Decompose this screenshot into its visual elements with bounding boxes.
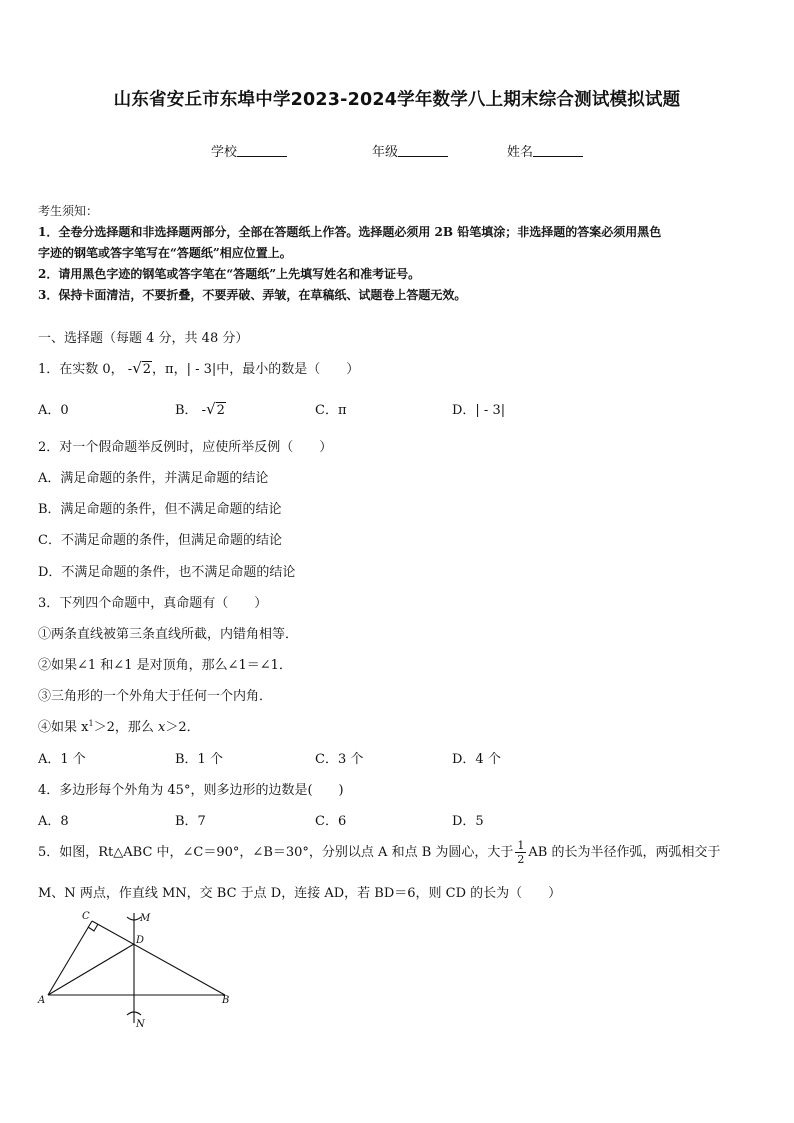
q4-option-a[interactable]: A．8 — [38, 814, 69, 829]
q3-option-d[interactable]: D．4 个 — [452, 752, 501, 767]
q2-option-a[interactable]: A．满足命题的条件，并满足命题的结论 — [38, 471, 269, 486]
notice-item-3: 3．保持卡面清洁，不要折叠，不要弄破、弄皱，在草稿纸、试题卷上答题无效。 — [38, 288, 467, 302]
q1-stem-a: 1．在实数 0， - — [38, 362, 133, 377]
label-c: C — [82, 911, 90, 922]
q3-option-a[interactable]: A．1 个 — [38, 752, 86, 767]
label-m: M — [140, 913, 151, 924]
q3-statement-4 — [38, 716, 200, 735]
school-label: 学校 — [211, 145, 238, 160]
notice-item-1-line-1: 1．全卷分选择题和非选择题两部分，全部在答题纸上作答。选择题必须用 2B 铅笔填涂；非选择题的答案必须用黑色 — [38, 225, 662, 239]
section-heading: 一、选择题（每题 4 分，共 48 分） — [38, 331, 249, 346]
name-field[interactable] — [507, 141, 583, 160]
q2-option-b[interactable]: B．满足命题的条件，但不满足命题的结论 — [38, 502, 282, 517]
q3-option-c[interactable]: C．3 个 — [315, 752, 364, 767]
q1-sqrt-arg: 2 — [142, 362, 152, 377]
school-blank[interactable] — [237, 144, 287, 157]
q5-line1-a: 5．如图，Rt△ABC 中，∠C＝90°，∠B＝30°，分别以点 A 和点 B 为圆心，大于 — [38, 845, 514, 860]
q1-option-b-prefix: B． - — [175, 403, 207, 418]
label-d: D — [136, 935, 145, 946]
notice-item-2: 2．请用黑色字迹的钢笔或答字笔在“答题纸”上先填写姓名和准考证号。 — [38, 267, 421, 281]
page-title: 山东省安丘市东埠中学2023-2024学年数学八上期末综合测试模拟试题 — [113, 90, 681, 110]
grade-label: 年级 — [372, 145, 399, 160]
label-b: B — [222, 995, 230, 1006]
q1-stem-b: ，π，| - 3|中，最小的数是（ ） — [152, 362, 360, 377]
grade-field[interactable] — [372, 141, 448, 160]
question-5-line-1 — [38, 839, 720, 866]
q3-s4-sup: 1 — [88, 719, 94, 728]
half-fraction — [515, 839, 526, 866]
segment-ad — [48, 944, 134, 995]
q3-s4-b: ＞2，那么 — [93, 720, 154, 735]
q3-statement-1: ①两条直线被第三条直线所截，内错角相等． — [38, 627, 299, 642]
q3-option-b[interactable]: B．1 个 — [175, 752, 223, 767]
school-field[interactable] — [211, 141, 287, 160]
sqrt-symbol: √2 — [206, 400, 225, 418]
q1-option-b[interactable] — [175, 399, 226, 418]
q3-statement-2: ②如果∠1 和∠1 是对顶角，那么∠1＝∠1． — [38, 658, 292, 673]
q2-option-d[interactable]: D．不满足命题的条件，也不满足命题的结论 — [38, 565, 296, 580]
fraction-numerator: 1 — [517, 839, 525, 852]
name-blank[interactable] — [533, 144, 583, 157]
label-n: N — [136, 1019, 145, 1030]
side-ac — [48, 921, 92, 995]
q3-s4-a: ④如果 x — [38, 720, 89, 735]
q1-option-a[interactable]: A．0 — [38, 403, 69, 418]
notice-heading: 考生须知： — [38, 204, 99, 218]
q4-option-d[interactable]: D．5 — [452, 814, 484, 829]
notice-item-1-line-2: 字迹的钢笔或答字笔写在“答题纸”相应位置上。 — [38, 246, 292, 260]
q1-option-b-arg: 2 — [216, 403, 225, 418]
q4-option-b[interactable]: B．7 — [175, 814, 206, 829]
q2-option-c[interactable]: C．不满足命题的条件，但满足命题的结论 — [38, 533, 282, 548]
question-3-stem: 3．下列四个命题中，真命题有（ ） — [38, 596, 268, 611]
q3-statement-3: ③三角形的一个外角大于任何一个内角． — [38, 689, 273, 704]
question-2-stem: 2．对一个假命题举反例时，应使所举反例（ ） — [38, 440, 333, 455]
sqrt-symbol: √2 — [132, 359, 152, 377]
question-4-stem: 4．多边形每个外角为 45°，则多边形的边数是( ) — [38, 783, 344, 798]
triangle-figure — [30, 905, 240, 1033]
fraction-denominator: 2 — [517, 853, 525, 866]
name-label: 姓名 — [507, 145, 534, 160]
q1-option-c[interactable]: C．π — [315, 403, 347, 418]
grade-blank[interactable] — [398, 144, 448, 157]
q4-option-c[interactable]: C．6 — [315, 814, 347, 829]
question-5-line-2: M、N 两点，作直线 MN，交 BC 于点 D，连接 AD，若 BD＝6，则 CD 的长为（ ） — [38, 886, 562, 901]
question-1-stem — [38, 358, 359, 377]
q3-s4-c: ＞2． — [165, 720, 200, 735]
q3-s4-var: x — [157, 720, 166, 735]
q5-line1-b: AB 的长为半径作弧，两弧相交于 — [528, 845, 721, 860]
label-a: A — [38, 995, 46, 1006]
q1-option-d[interactable]: D．| - 3| — [452, 403, 506, 418]
side-cb — [92, 921, 225, 995]
